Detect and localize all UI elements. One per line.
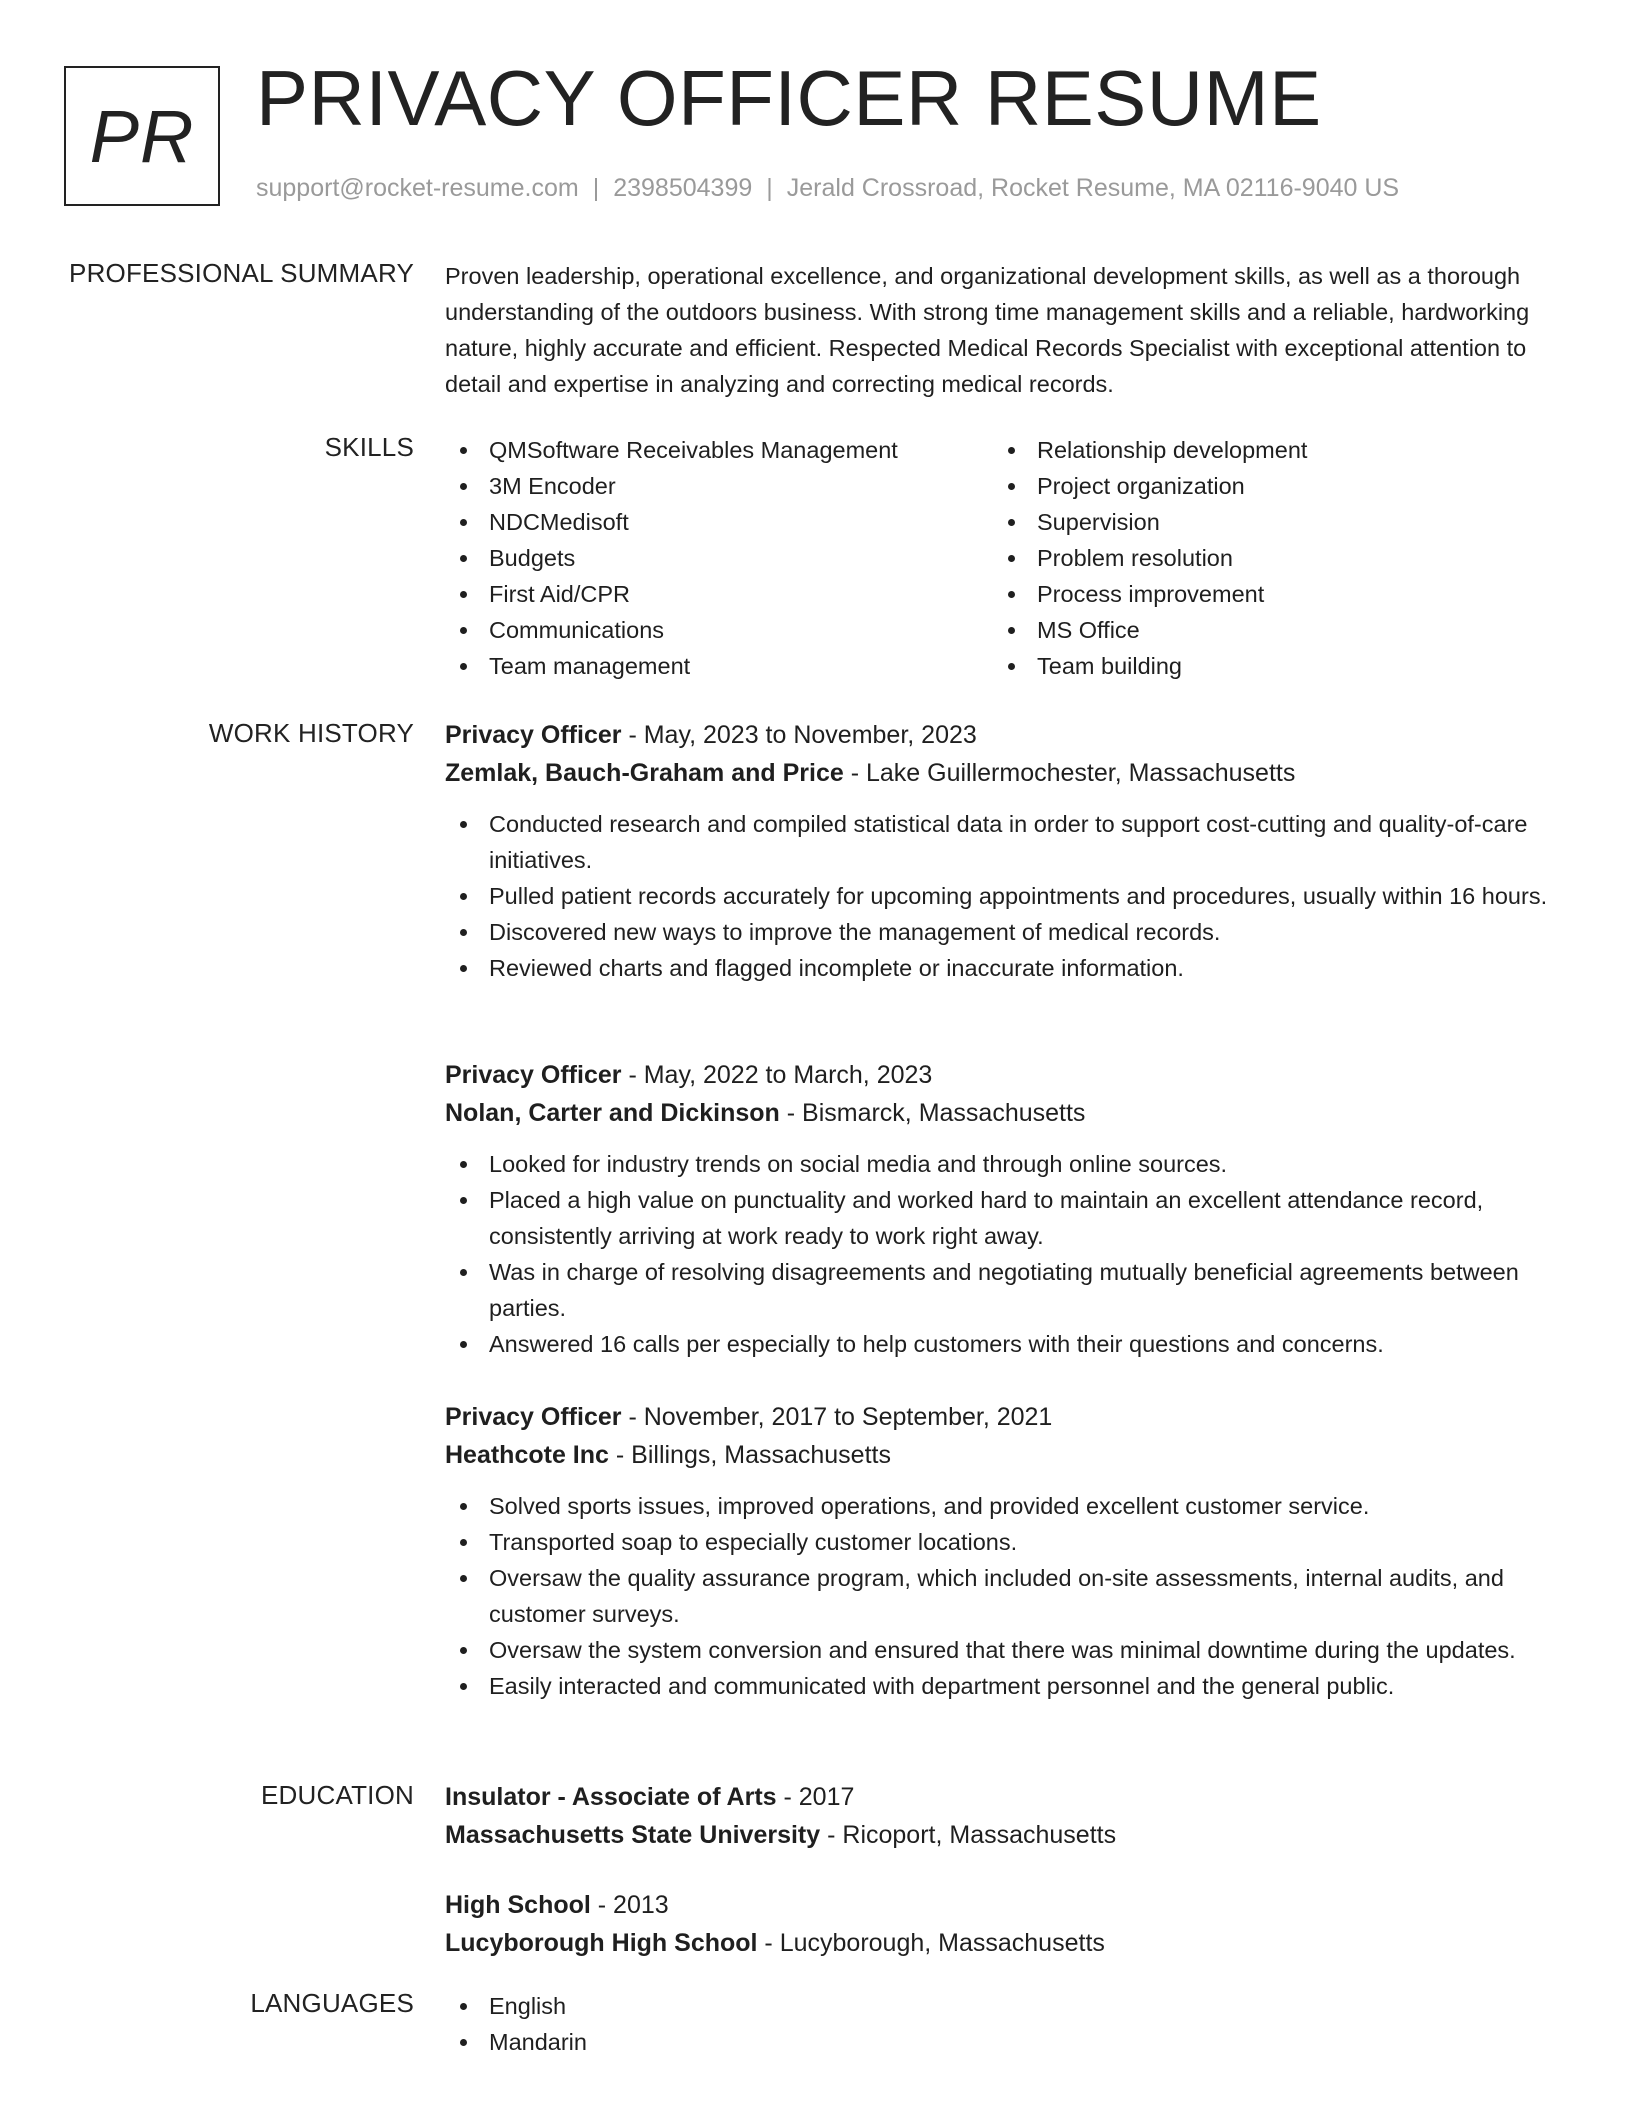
section-label: WORK HISTORY — [208, 718, 414, 748]
job-dates: - May, 2023 to November, 2023 — [621, 721, 977, 749]
education-location: - Ricoport, Massachusetts — [820, 1821, 1117, 1849]
education-year: - 2017 — [776, 1783, 855, 1811]
list-item: Pulled patient records accurately for upcoming appointments and procedures, usually within 16 hours. — [445, 878, 1565, 914]
education-entry — [445, 1886, 1565, 1962]
job-company: Nolan, Carter and Dickinson — [445, 1099, 780, 1127]
list-item: NDCMedisoft — [445, 504, 993, 540]
list-item: Relationship development — [993, 432, 1541, 468]
list-item: Placed a high value on punctuality and worked hard to maintain an excellent attendance record, consistently arriving at work ready to work right away. — [445, 1182, 1565, 1254]
list-item: Looked for industry trends on social media and through online sources. — [445, 1146, 1565, 1182]
section-label: PROFESSIONAL SUMMARY — [69, 258, 414, 288]
contact-address: Jerald Crossroad, Rocket Resume, MA 02116-9040 US — [786, 174, 1400, 202]
education-degree: Insulator - Associate of Arts — [445, 1783, 777, 1811]
list-item: First Aid/CPR — [445, 576, 993, 612]
education-school: Lucyborough High School — [445, 1929, 758, 1957]
education-school-line — [445, 1924, 1565, 1962]
education-year: - 2013 — [590, 1891, 669, 1919]
job-company-line — [445, 1436, 1565, 1474]
section-label: SKILLS — [324, 432, 414, 462]
job-title-line — [445, 1398, 1565, 1436]
list-item: QMSoftware Receivables Management — [445, 432, 993, 468]
section-label: EDUCATION — [261, 1780, 414, 1810]
list-item: Communications — [445, 612, 993, 648]
list-item: Oversaw the quality assurance program, which included on-site assessments, internal audits, and customer surveys. — [445, 1560, 1565, 1632]
job-entry — [445, 716, 1565, 986]
list-item: MS Office — [993, 612, 1541, 648]
job-location: - Billings, Massachusetts — [608, 1441, 891, 1469]
job-company: Zemlak, Bauch-Graham and Price — [445, 759, 844, 787]
list-item: Answered 16 calls per especially to help customers with their questions and concerns. — [445, 1326, 1565, 1362]
list-item: Process improvement — [993, 576, 1541, 612]
education-location: - Lucyborough, Massachusetts — [757, 1929, 1105, 1957]
list-item: Easily interacted and communicated with department personnel and the general public. — [445, 1668, 1565, 1704]
list-item: Mandarin — [445, 2024, 1565, 2060]
education-entry — [445, 1778, 1565, 1854]
list-item: Oversaw the system conversion and ensured that there was minimal downtime during the updates. — [445, 1632, 1565, 1668]
education-degree-line — [445, 1886, 1565, 1924]
list-item: Discovered new ways to improve the management of medical records. — [445, 914, 1565, 950]
list-item: Problem resolution — [993, 540, 1541, 576]
languages-list — [445, 1988, 1565, 2060]
job-title: Privacy Officer — [445, 1061, 622, 1089]
summary-text: Proven leadership, operational excellence, and organizational development skills, as well as a thorough understanding of the outdoors business. With strong time management skills and a reliable, hardworking nature, highly accurate and efficient. Respected Medical Records Specialist with exceptional attention to detail and expertise in analyzing and correcting medical records. — [445, 263, 1530, 397]
list-item: Solved sports issues, improved operations, and provided excellent customer service. — [445, 1488, 1565, 1524]
education-degree: High School — [445, 1891, 591, 1919]
skills-column-right — [993, 432, 1541, 684]
list-item: Transported soap to especially customer locations. — [445, 1524, 1565, 1560]
job-location: - Bismarck, Massachusetts — [779, 1099, 1086, 1127]
languages-bullets — [445, 1988, 1565, 2060]
contact-line — [256, 174, 1399, 203]
skills-list — [445, 432, 1565, 684]
section-label: LANGUAGES — [250, 1988, 414, 2018]
education-degree-line — [445, 1778, 1565, 1816]
education-school: Massachusetts State University — [445, 1821, 821, 1849]
list-item: English — [445, 1988, 1565, 2024]
job-title: Privacy Officer — [445, 1403, 622, 1431]
job-entry — [445, 1398, 1565, 1704]
list-item: Budgets — [445, 540, 993, 576]
list-item: Reviewed charts and flagged incomplete or inaccurate information. — [445, 950, 1565, 986]
list-item: Team management — [445, 648, 993, 684]
job-location: - Lake Guillermochester, Massachusetts — [843, 759, 1296, 787]
list-item: Team building — [993, 648, 1541, 684]
list-item: Project organization — [993, 468, 1541, 504]
contact-phone[interactable]: 2398504399 — [613, 174, 753, 202]
skills-column-left — [445, 432, 993, 684]
job-dates: - May, 2022 to March, 2023 — [621, 1061, 933, 1089]
job-dates: - November, 2017 to September, 2021 — [621, 1403, 1053, 1431]
job-bullets — [445, 806, 1565, 986]
job-bullets — [445, 1146, 1565, 1362]
list-item: Was in charge of resolving disagreements and negotiating mutually beneficial agreements between parties. — [445, 1254, 1565, 1326]
summary-body — [445, 258, 1565, 402]
job-company: Heathcote Inc — [445, 1441, 609, 1469]
job-title: Privacy Officer — [445, 721, 622, 749]
job-bullets — [445, 1488, 1565, 1704]
list-item: 3M Encoder — [445, 468, 993, 504]
job-company-line — [445, 754, 1565, 792]
job-title-line — [445, 1056, 1565, 1094]
education-school-line — [445, 1816, 1565, 1854]
list-item: Supervision — [993, 504, 1541, 540]
job-title-line — [445, 716, 1565, 754]
contact-email[interactable]: support@rocket-resume.com — [256, 174, 579, 202]
job-company-line — [445, 1094, 1565, 1132]
job-entry — [445, 1056, 1565, 1362]
contact-separator: | — [592, 174, 600, 202]
contact-separator: | — [766, 174, 773, 202]
monogram-logo: PR — [64, 66, 220, 206]
list-item: Conducted research and compiled statistical data in order to support cost-cutting and quality-of-care initiatives. — [445, 806, 1565, 878]
resume-title: PRIVACY OFFICER RESUME — [256, 54, 1322, 142]
